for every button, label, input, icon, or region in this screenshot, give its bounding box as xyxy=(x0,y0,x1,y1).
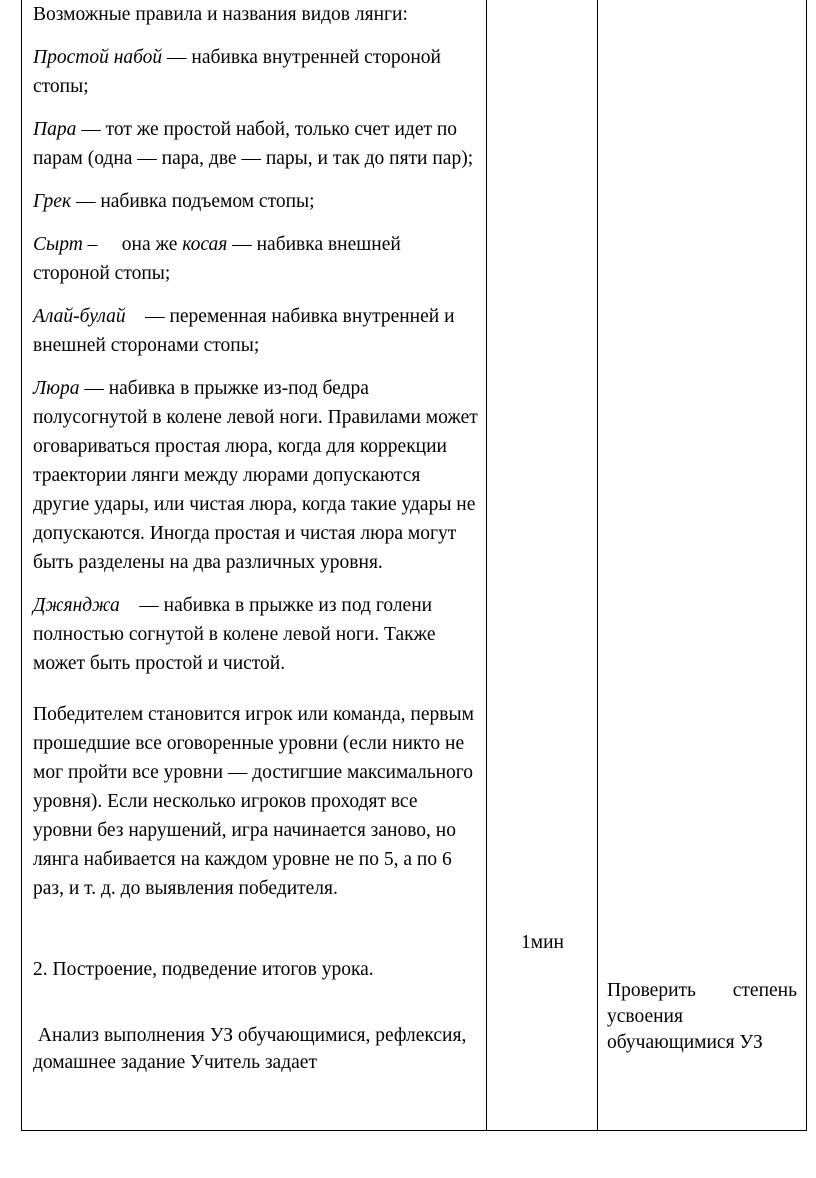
rule-item: Алай-булай — переменная набивка внутренней и внешней сторонами стопы; xyxy=(33,306,460,356)
rules-column xyxy=(33,0,481,1076)
goal-line-1: Проверить степень xyxy=(607,980,797,1001)
rule-item: Сырт – она же косая — набивка внешней стороной стопы; xyxy=(33,234,406,284)
goal-line-3: обучающимися УЗ xyxy=(607,1032,763,1053)
rule-item: Люра — набивка в прыжке из-под бедра полусогнутой в колене левой ноги. Правилами может оговариваться простая люра, когда для коррекции траектории лянги между люрами допускаются другие удары, или чистая люра, когда такие удары не допускаются. Иногда простая и чистая люра могут быть разделены на два различных уровня. xyxy=(33,378,478,573)
rule-item: Простой набой — набивка внутренней стороной стопы; xyxy=(33,47,441,97)
step-2-heading: 2. Построение, подведение итогов урока. xyxy=(33,959,374,980)
goal-cell xyxy=(607,978,797,1056)
winner-paragraph: Победителем становится игрок или команда, первым прошедшие все оговоренные уровни (если никто не мог пройти все уровни — достигшие максимального уровня). Если несколько игроков проходят все уровни без нарушений, игра начинается заново, но лянга набивается на каждом уровне не по 5, а по 6 раз, и т. д. до выявления победителя. xyxy=(33,704,474,899)
column-divider-1 xyxy=(486,0,487,1130)
time-cell: 1мин xyxy=(521,932,564,953)
rules-intro: Возможные правила и названия видов лянги: xyxy=(33,4,408,25)
rule-item: Пара — тот же простой набой, только счет идет по парам (одна — пара, две — пары, и так до пяти пар); xyxy=(33,119,474,169)
analysis-paragraph: Анализ выполнения УЗ обучающимися, рефлексия, домашнее задание Учитель задает xyxy=(33,1025,472,1073)
rule-item: Джянджа — набивка в прыжке из под голени полностью согнутой в колене левой ноги. Также может быть простой и чистой. xyxy=(33,595,441,674)
column-divider-2 xyxy=(597,0,598,1130)
goal-line-2: усвоения xyxy=(607,1006,683,1027)
lesson-table xyxy=(21,0,807,1131)
rule-item: Грек — набивка подъемом стопы; xyxy=(33,191,315,212)
